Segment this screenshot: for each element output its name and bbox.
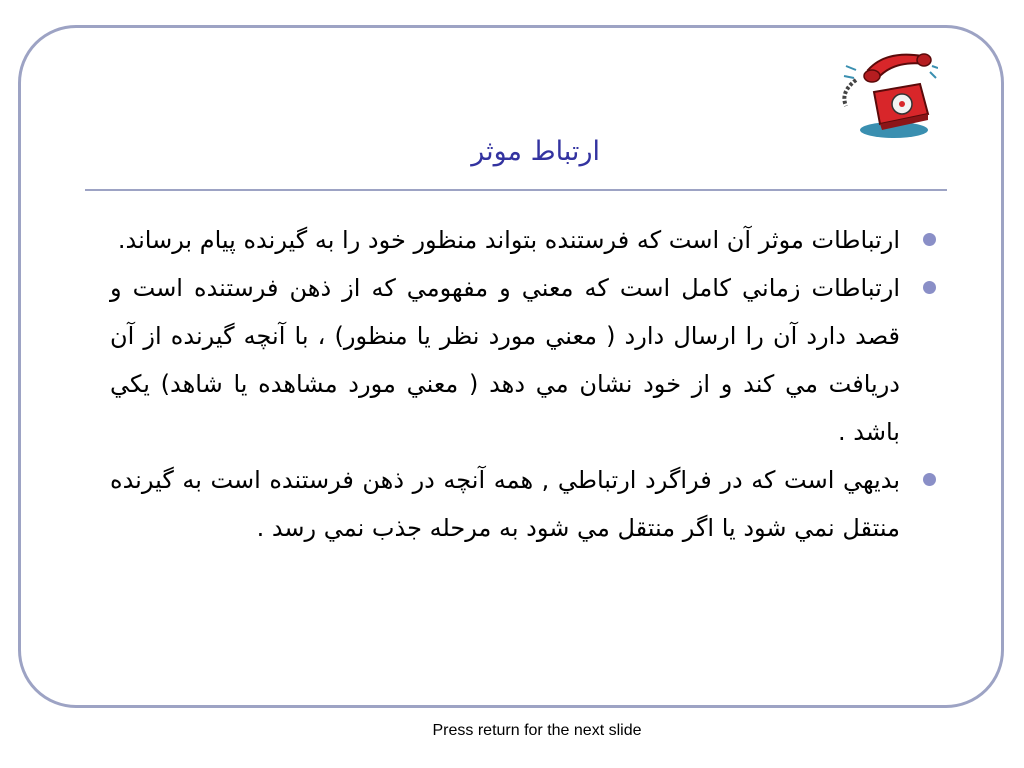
footer-note: Press return for the next slide: [432, 722, 642, 739]
bullet-text: ارتباطات موثر آن است که فرستنده بتواند منظور خود را به گیرنده پیام برساند.: [117, 226, 900, 254]
bullet-text: ارتباطات زماني کامل است که معني و مفهومي که از ذهن فرستنده است و قصد دارد آن را ارسال دارد ( معني مورد نظر يا منظور) ، با آنچه گيرنده از آن دريافت مي کند و از خود نشان مي دهد ( معني مورد مشاهده يا شاهد) يکي باشد .: [110, 274, 900, 446]
bullet-icon: [923, 473, 936, 486]
bullet-item: [110, 216, 940, 264]
bullet-text: بديهي است که در فراگرد ارتباطي , همه آنچه در ذهن فرستنده است به گيرنده منتقل نمي شود يا اگر منتقل مي شود به مرحله جذب نمي رسد .: [110, 466, 900, 542]
telephone-icon: [834, 40, 938, 140]
slide-title: ارتباط موثر: [471, 136, 600, 167]
bullet-item: [110, 456, 940, 552]
bullet-icon: [923, 281, 936, 294]
bullet-list: [110, 216, 940, 552]
title-divider: [85, 189, 947, 191]
bullet-icon: [923, 233, 936, 246]
bullet-item: [110, 264, 940, 456]
